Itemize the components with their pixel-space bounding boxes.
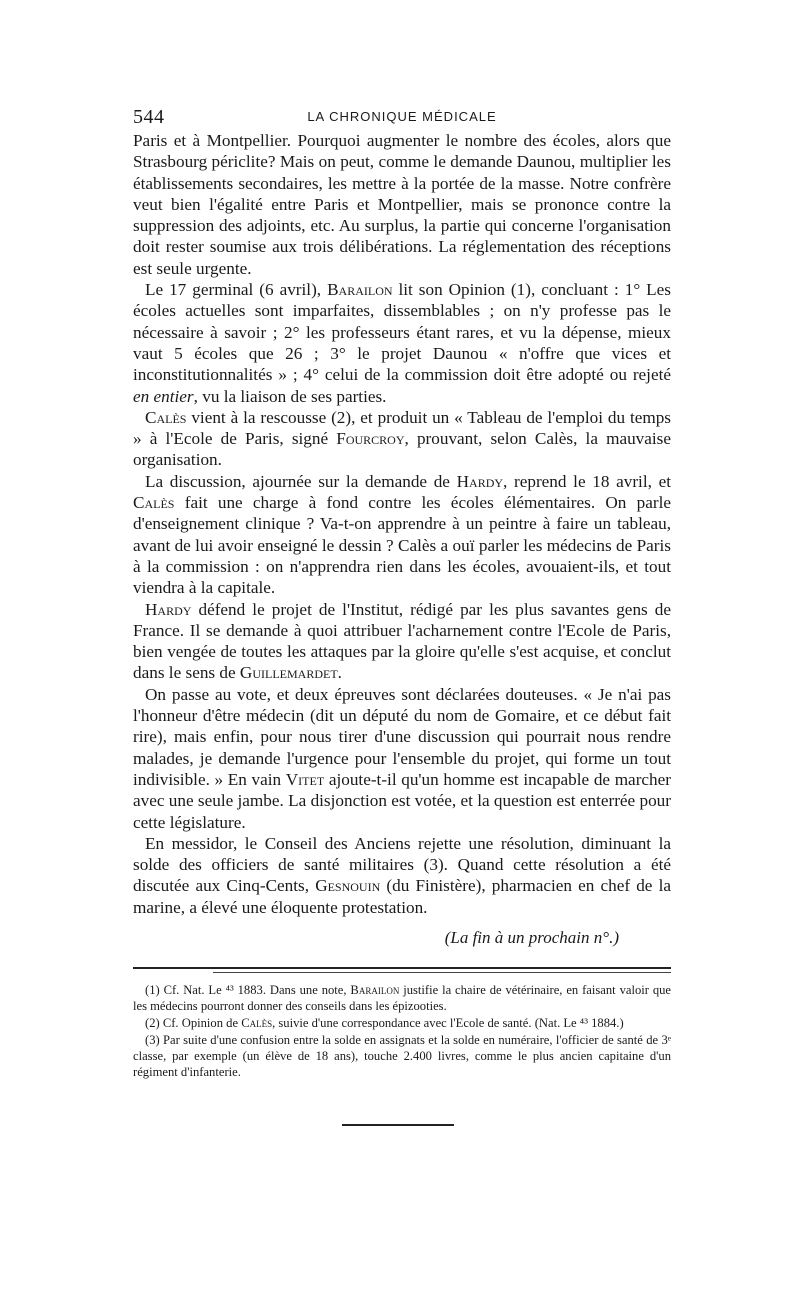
person-name-guillemardet: Guillemardet xyxy=(239,663,338,683)
paragraph-6 xyxy=(133,684,671,833)
footnote-separator-thin xyxy=(213,972,671,973)
person-name-barailon: Barailon xyxy=(327,280,393,300)
person-name-fourcroy: Fourcroy xyxy=(336,429,405,449)
running-head: LA CHRONIQUE MÉDICALE xyxy=(307,109,497,124)
person-name-cales: Calès xyxy=(133,493,175,513)
text-run: , prouvant, selon Calès, la mauvaise organisation. xyxy=(133,429,671,470)
text-run: , vu la liaison de ses parties. xyxy=(193,386,387,406)
person-name-vitet: Vitet xyxy=(285,769,325,789)
text-run: Le 17 germinal (6 avril), xyxy=(145,280,328,300)
paragraph-4 xyxy=(133,471,671,599)
person-name-cales: Calès xyxy=(145,407,187,427)
text-run: (1) Cf. Nat. Le ⁴³ 1883. Dans une note, xyxy=(145,983,351,997)
text-run: En messidor, le Conseil des Anciens rejette une résolution, diminuant la solde des officiers de santé militaires (3). Quand cette résolution a été discutée aux Cinq-Cents, xyxy=(133,833,671,896)
footnote-2 xyxy=(133,1015,671,1031)
text-run: (2) Cf. Opinion de xyxy=(145,1016,242,1030)
text-run: lit son Opinion (1), concluant : 1° Les écoles actuelles sont imparfaites, dissemblables ; on n'y professe pas le nécessaire à savoir ; 2° les professeurs étant rares, et vu la dépense, mieux vaut 5 écoles que 26 ; 3° le projet Daunou « n'offre que vices et inconstitutionnalités » ; 4° celui de la commission doit être adopté ou rejeté xyxy=(133,280,671,385)
paragraph-5 xyxy=(133,599,671,684)
person-name-hardy: Hardy xyxy=(145,599,192,619)
text-run: On passe au vote, et deux épreuves sont déclarées douteuses. « Je n'ai pas l'honneur d'être médecin (dit un député du nom de Gomaire, et ce début fait rire), mais enfin, pour nous tirer d'une discussion qui pourrait nous rendre malades, je demande l'urgence pour l'ensemble du projet, qui forme un tout indivisible. » En vain xyxy=(133,684,671,789)
person-name-gesnouin: Gesnouin xyxy=(315,876,381,896)
text-run: ajoute-t-il qu'un homme est incapable de marcher avec une seule jambe. La disjonction est votée, et la question est enterrée pour cette législature. xyxy=(133,769,671,832)
paragraph-2 xyxy=(133,279,671,407)
body-text xyxy=(133,130,671,918)
to-be-continued-note: (La fin à un prochain n°.) xyxy=(444,928,619,947)
paragraph-7 xyxy=(133,833,671,918)
text-run: La discussion, ajournée sur la demande de xyxy=(145,471,457,491)
text-run: défend le projet de l'Institut, rédigé par les plus savantes gens de France. Il se demande à quoi attribuer l'acharnement contre l'Ecole de Paris, bien vengée de toutes les attaques par la gloire qu'elle s'est acquise, et conclut dans le sens de xyxy=(133,599,671,683)
footnote-separator xyxy=(133,967,671,969)
page-header xyxy=(133,106,671,130)
paragraph-3 xyxy=(133,407,671,471)
footnote-3: (3) Par suite d'une confusion entre la solde en assignats et la solde en numéraire, l'officier de santé de 3ᵉ classe, par exemple (un élève de 18 ans), touche 2.400 livres, comme le plus ancien capitaine d'un régiment d'infanterie. xyxy=(133,1033,671,1079)
person-name-cales: Calès xyxy=(241,1016,273,1030)
person-name-hardy: Hardy xyxy=(456,471,504,491)
text-run: , reprend le 18 avril, et xyxy=(503,471,671,491)
text-run: fait une charge à fond contre les écoles élémentaires. On parle d'enseignement clinique ? Va-t-on apprendre à un peintre à faire un tableau, avant de lui avoir enseigné le dessin ? Calès a ouï parler les médecins de Paris à la commission : on n'apprendra rien dans les écoles, avouaient-ils, et tout viendra à la capitale. xyxy=(133,493,671,598)
end-of-section-rule xyxy=(342,1124,454,1126)
text-run: vient à la rescousse (2), et produit un « Tableau de l'emploi du temps » à l'Ecole de Paris, signé xyxy=(133,407,671,449)
footnotes xyxy=(133,982,671,1081)
paragraph-1: Paris et à Montpellier. Pourquoi augmenter le nombre des écoles, alors que Strasbourg périclite? Mais on peut, comme le demande Daunou, multiplier les établissements secondaires, les mettre à la portée de la masse. Notre confrère veut bien l'égalité entre Paris et Montpellier, mais se prononce contre la suppression des adjoints, etc. Au surplus, la partie qui concerne l'organisation doit rester soumise aux trois délibérations. La réglementation des réceptions est seule urgente. xyxy=(133,131,671,278)
text-run: . xyxy=(337,663,342,683)
page-number: 544 xyxy=(133,106,165,128)
footnote-1 xyxy=(133,982,671,1014)
italic-phrase: en entier xyxy=(133,386,194,406)
text-run: justifie la chaire de vétérinaire, en faisant valoir que les médecins pourront donner des conseils dans les épizooties. xyxy=(133,983,672,1013)
text-run: (du Finistère), pharmacien en chef de la marine, a élevé une éloquente protestation. xyxy=(133,876,671,917)
text-run: , suivie d'une correspondance avec l'Ecole de santé. (Nat. Le ⁴³ 1884.) xyxy=(272,1016,624,1030)
person-name-barailon: Barailon xyxy=(350,983,400,997)
